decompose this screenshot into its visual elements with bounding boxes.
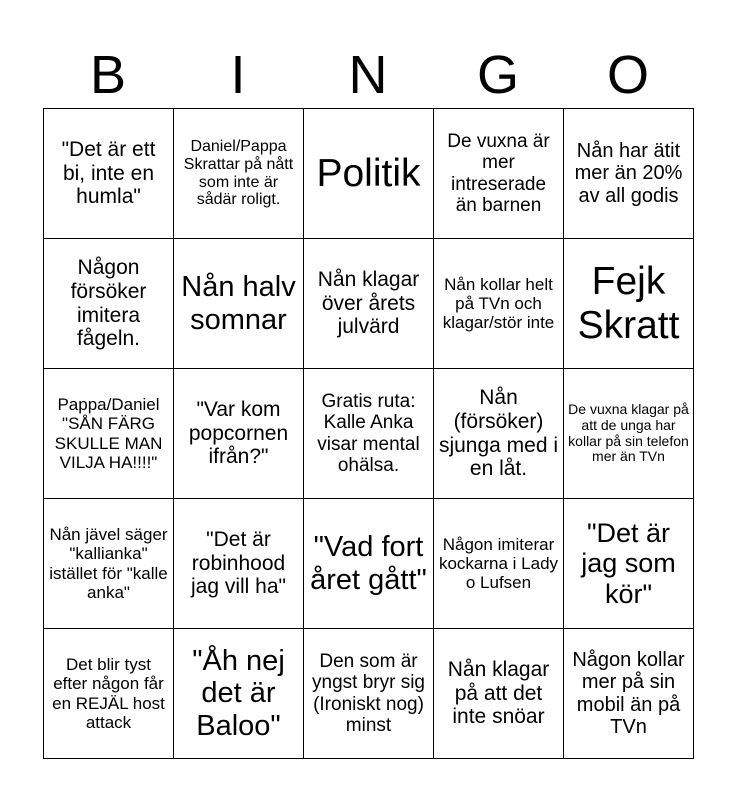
bingo-cell[interactable]: Daniel/Pappa Skrattar på nått som inte är sådär roligt. bbox=[174, 109, 304, 239]
bingo-header bbox=[43, 40, 693, 110]
bingo-cell[interactable]: Någon försöker imitera fågeln. bbox=[44, 239, 174, 369]
bingo-cell[interactable]: "Det är ett bi, inte en humla" bbox=[44, 109, 174, 239]
header-letter-b: B bbox=[89, 45, 127, 105]
grid-row bbox=[44, 629, 694, 759]
bingo-cell[interactable]: "Vad fort året gått" bbox=[304, 499, 434, 629]
grid-row bbox=[44, 239, 694, 369]
bingo-cell[interactable]: Gratis ruta: Kalle Anka visar mental ohälsa. bbox=[304, 369, 434, 499]
header-letter-n: N bbox=[348, 45, 388, 105]
bingo-cell[interactable]: Någon kollar mer på sin mobil än på TVn bbox=[564, 629, 694, 759]
bingo-cell[interactable]: Nån klagar över årets julvärd bbox=[304, 239, 434, 369]
bingo-cell[interactable]: De vuxna klagar på att de unga har kollar på sin telefon mer än TVn bbox=[564, 369, 694, 499]
bingo-cell[interactable]: Nån jävel säger "kallianka" istället för "kalle anka" bbox=[44, 499, 174, 629]
header-letter-i: I bbox=[230, 45, 246, 105]
header-letter-o: O bbox=[606, 45, 649, 105]
bingo-cell[interactable]: "Det är robinhood jag vill ha" bbox=[174, 499, 304, 629]
grid-row bbox=[44, 369, 694, 499]
bingo-cell[interactable]: Pappa/Daniel "SÅN FÄRG SKULLE MAN VILJA HA!!!!" bbox=[44, 369, 174, 499]
bingo-cell[interactable]: Nån halv somnar bbox=[174, 239, 304, 369]
bingo-cell[interactable]: Nån klagar på att det inte snöar bbox=[434, 629, 564, 759]
bingo-cell[interactable]: Politik bbox=[304, 109, 434, 239]
bingo-grid bbox=[43, 108, 694, 759]
bingo-cell[interactable]: Den som är yngst bryr sig (Ironiskt nog) minst bbox=[304, 629, 434, 759]
bingo-cell[interactable]: Det blir tyst efter någon får en REJÄL host attack bbox=[44, 629, 174, 759]
bingo-cell[interactable]: Nån (försöker) sjunga med i en låt. bbox=[434, 369, 564, 499]
bingo-cell[interactable]: Nån kollar helt på TVn och klagar/stör inte bbox=[434, 239, 564, 369]
bingo-cell[interactable]: Nån har ätit mer än 20% av all godis bbox=[564, 109, 694, 239]
bingo-cell[interactable]: Någon imiterar kockarna i Lady o Lufsen bbox=[434, 499, 564, 629]
header-letter-g: G bbox=[476, 45, 519, 105]
grid-row bbox=[44, 109, 694, 239]
bingo-cell[interactable]: "Det är jag som kör" bbox=[564, 499, 694, 629]
bingo-cell[interactable]: "Var kom popcornen ifrån?" bbox=[174, 369, 304, 499]
grid-row bbox=[44, 499, 694, 629]
bingo-cell[interactable]: "Åh nej det är Baloo" bbox=[174, 629, 304, 759]
bingo-cell[interactable]: De vuxna är mer intreserade än barnen bbox=[434, 109, 564, 239]
bingo-cell[interactable]: Fejk Skratt bbox=[564, 239, 694, 369]
